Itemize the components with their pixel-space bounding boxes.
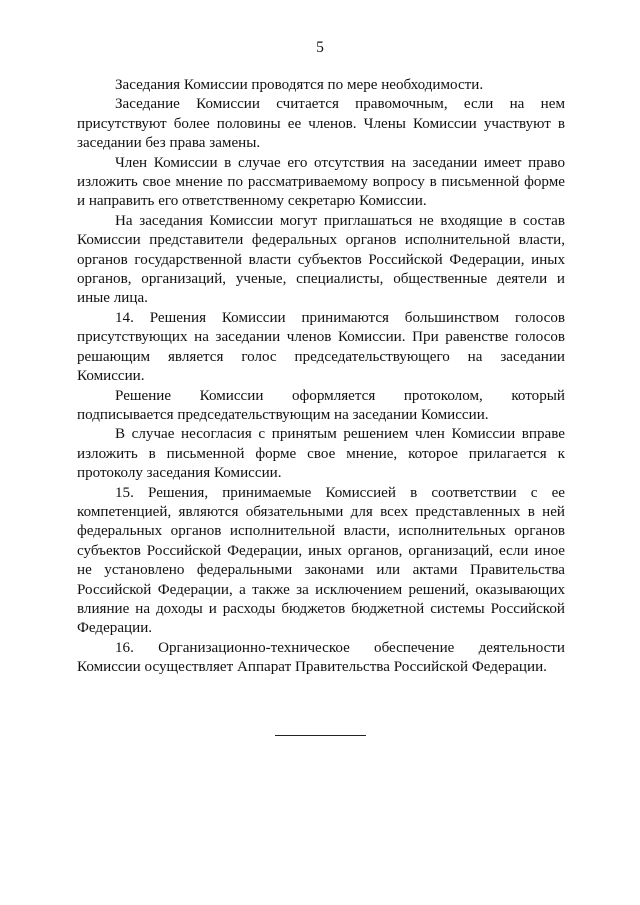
paragraph-invited-participants: На заседания Комиссии могут приглашаться не входящие в состав Комиссии представители федеральных органов исполнительной власти, органов государственной власти субъектов Российской Федерации, иных органов, организаций, ученые, специалисты, общественные деятели и иные лица.: [77, 212, 565, 307]
paragraph-decision-protocol: Решение Комиссии оформляется протоколом, который подписывается председательствующим на заседании Комиссии.: [77, 387, 565, 423]
end-of-text-separator: [275, 735, 366, 736]
paragraph-absent-member-opinion: Член Комиссии в случае его отсутствия на заседании имеет право изложить свое мнение по рассматриваемому вопросу в письменной форме и направить его ответственному секретарю Комиссии.: [77, 154, 565, 210]
paragraph-quorum: Заседание Комиссии считается правомочным, если на нем присутствуют более половины ее членов. Члены Комиссии участвуют в заседании без права замены.: [77, 96, 565, 152]
page-number: 5: [316, 39, 324, 56]
document-body: [77, 76, 565, 678]
paragraph-section-14-voting: 14. Решения Комиссии принимаются большинством голосов присутствующих на заседании членов Комиссии. При равенстве голосов решающим является голос председательствующего на заседании Комиссии.: [77, 309, 565, 385]
paragraph-meetings-held: Заседания Комиссии проводятся по мере необходимости.: [115, 77, 484, 93]
paragraph-dissenting-opinion: В случае несогласия с принятым решением член Комиссии вправе изложить в письменной форме свое мнение, которое прилагается к протоколу заседания Комиссии.: [77, 426, 565, 482]
paragraph-section-16-support: 16. Организационно-техническое обеспечение деятельности Комиссии осуществляет Аппарат Правительства Российской Федерации.: [77, 639, 565, 676]
paragraph-section-15-binding-decisions: 15. Решения, принимаемые Комиссией в соответствии с ее компетенцией, являются обязательными для всех представленных в ней федеральных органов исполнительной власти, исполнительных органов субъектов Российской Федерации, иных органов, организаций, если иное не установлено федеральными законами или актами Правительства Российской Федерации, а также за исключением решений, оказывающих влияние на доходы и расходы бюджетов бюджетной системы Российской Федерации.: [77, 484, 565, 637]
